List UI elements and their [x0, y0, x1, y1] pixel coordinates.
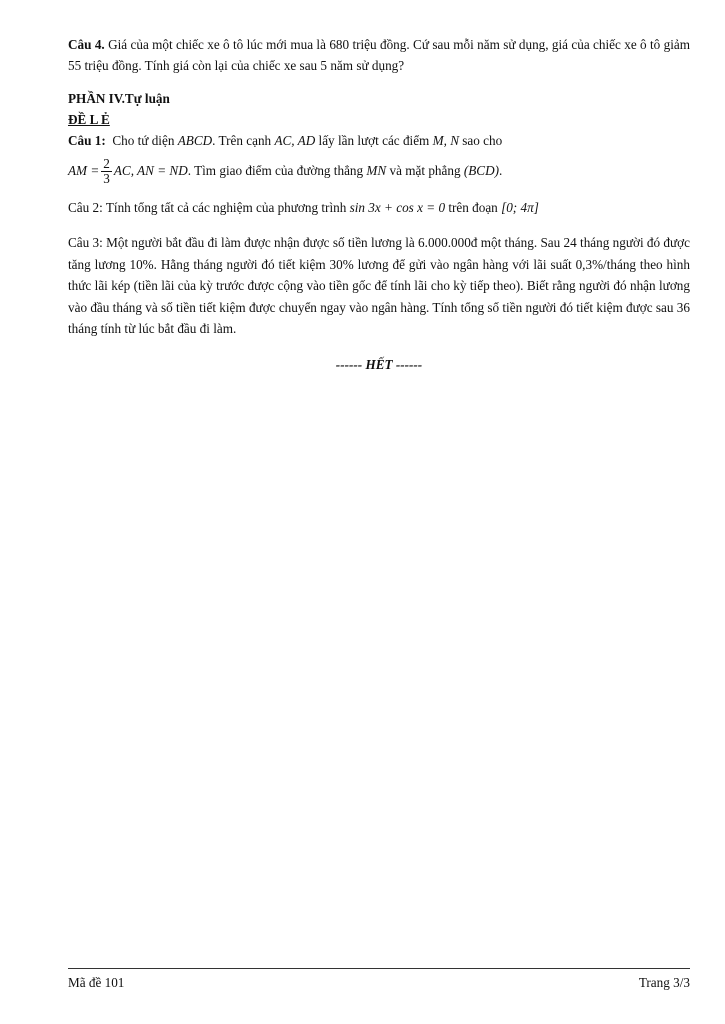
essay-question-2 [68, 197, 690, 218]
fraction-two-thirds [101, 157, 112, 186]
fraction-numerator: 2 [103, 156, 110, 172]
footer-divider [68, 968, 690, 969]
line-name: MN [366, 163, 387, 178]
plane-name: (BCD) [463, 163, 500, 178]
end-mark: ------ HẾT ------ [335, 356, 423, 372]
essay-question-1-ask-a: . Tìm giao điểm của đường thẳng [187, 163, 364, 178]
question-4 [68, 34, 690, 76]
points-names: M, N [432, 133, 459, 148]
interval: [0; 4π] [501, 200, 539, 215]
part-4-heading: PHẦN IV.Tự luận [68, 91, 170, 106]
equation-lhs: AM = [68, 163, 100, 178]
tetrahedron-name: ABCD [177, 133, 213, 148]
essay-question-1-label: Câu 1: [68, 133, 106, 148]
essay-question-1-condition [68, 151, 690, 191]
fraction-denominator: 3 [103, 171, 110, 187]
trig-equation: sin 3x + cos x = 0 [349, 200, 446, 215]
page-footer [68, 975, 690, 991]
essay-question-1 [68, 130, 690, 151]
essay-question-1-text-b: . Trên cạnh [212, 133, 272, 148]
essay-question-1-text-a: Cho tứ diện [112, 133, 175, 148]
edges-names: AC, AD [274, 133, 316, 148]
essay-question-3: Câu 3: Một người bắt đầu đi làm được nhận được số tiền lương là 6.000.000đ một tháng. Sau 24 tháng người đó được tăng lương 10%. Hằng tháng người đó tiết kiệm 30% lương để gửi vào ngân hàng với lãi suất 0,3%/tháng theo hình thức lãi kép (tiền lãi của kỳ trước được cộng vào tiền gốc để tính lãi cho kỳ tiếp theo). Biết rằng người đó nhận lương vào đầu tháng và số tiền tiết kiệm được chuyển ngay vào ngân hàng. Tính tổng số tiền người đó tiết kiệm được sau 36 tháng tính từ lúc bắt đầu đi làm. [68, 235, 690, 336]
part-4-subheading: ĐỀ L Ẻ [68, 112, 110, 127]
essay-question-2-text-a: Câu 2: Tính tổng tất cả các nghiệm của phương trình [68, 200, 347, 215]
essay-question-1-ask-end: . [499, 163, 503, 178]
question-4-label: Câu 4. [68, 37, 105, 52]
document-body [68, 34, 690, 375]
essay-question-2-text-b: trên đoạn [448, 200, 498, 215]
equation-rhs: AC, AN = ND [113, 163, 188, 178]
essay-question-1-ask-b: và mặt phẳng [389, 163, 461, 178]
question-4-text: Giá của một chiếc xe ô tô lúc mới mua là 680 triệu đồng. Cứ sau mỗi năm sử dụng, giá của chiếc xe ô tô giảm 55 triệu đồng. Tính giá còn lại của chiếc xe sau 5 năm sử dụng? [68, 37, 691, 73]
page-number: Trang 3/3 [638, 975, 690, 990]
essay-question-1-text-c: lấy lần lượt các điểm [318, 133, 430, 148]
exam-code: Mã đề 101 [68, 975, 125, 990]
essay-question-1-text-d: sao cho [462, 133, 503, 148]
